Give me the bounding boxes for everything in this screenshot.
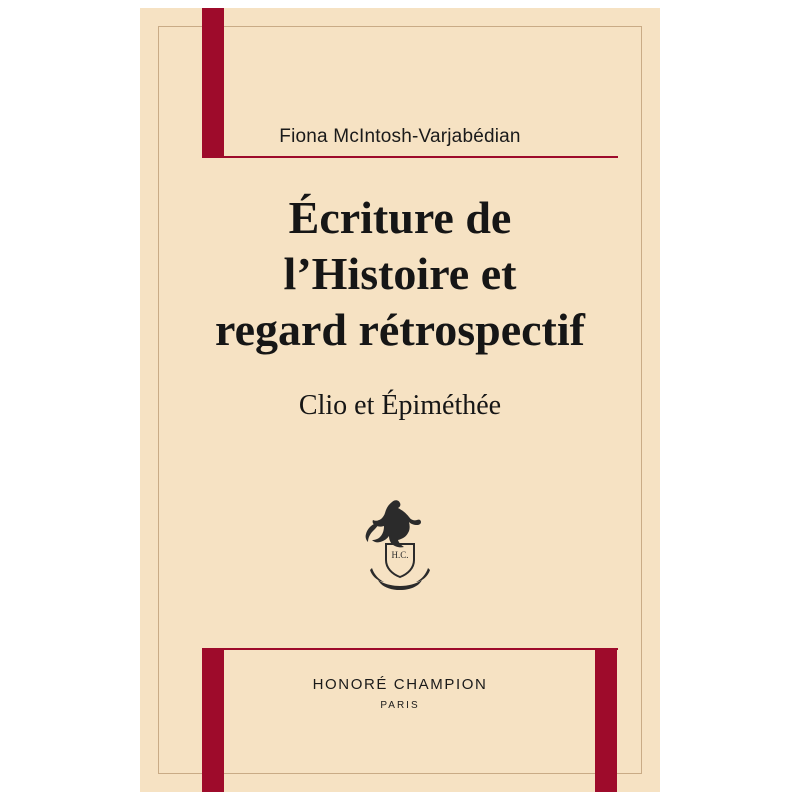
spine-band-bottom	[202, 648, 224, 792]
book-subtitle: Clio et Épiméthée	[298, 390, 502, 421]
rule-below-logo	[224, 648, 618, 650]
book-title	[180, 190, 620, 358]
rule-above-title	[224, 156, 618, 158]
honore-champion-horse-crest-logo	[362, 496, 438, 596]
title-line-3: regard rétrospectif	[215, 304, 585, 356]
svg-text:H.C.: H.C.	[391, 550, 409, 560]
title-line-2: l’Histoire et	[283, 248, 517, 300]
title-line-1: Écriture de	[288, 192, 512, 243]
book-cover	[140, 8, 660, 792]
author-name: Fiona McIntosh-Varjabédian	[279, 126, 521, 147]
accent-band-right-bottom	[595, 648, 617, 792]
publisher-name: HONORÉ CHAMPION	[312, 676, 488, 693]
publisher-city: PARIS	[380, 700, 420, 711]
